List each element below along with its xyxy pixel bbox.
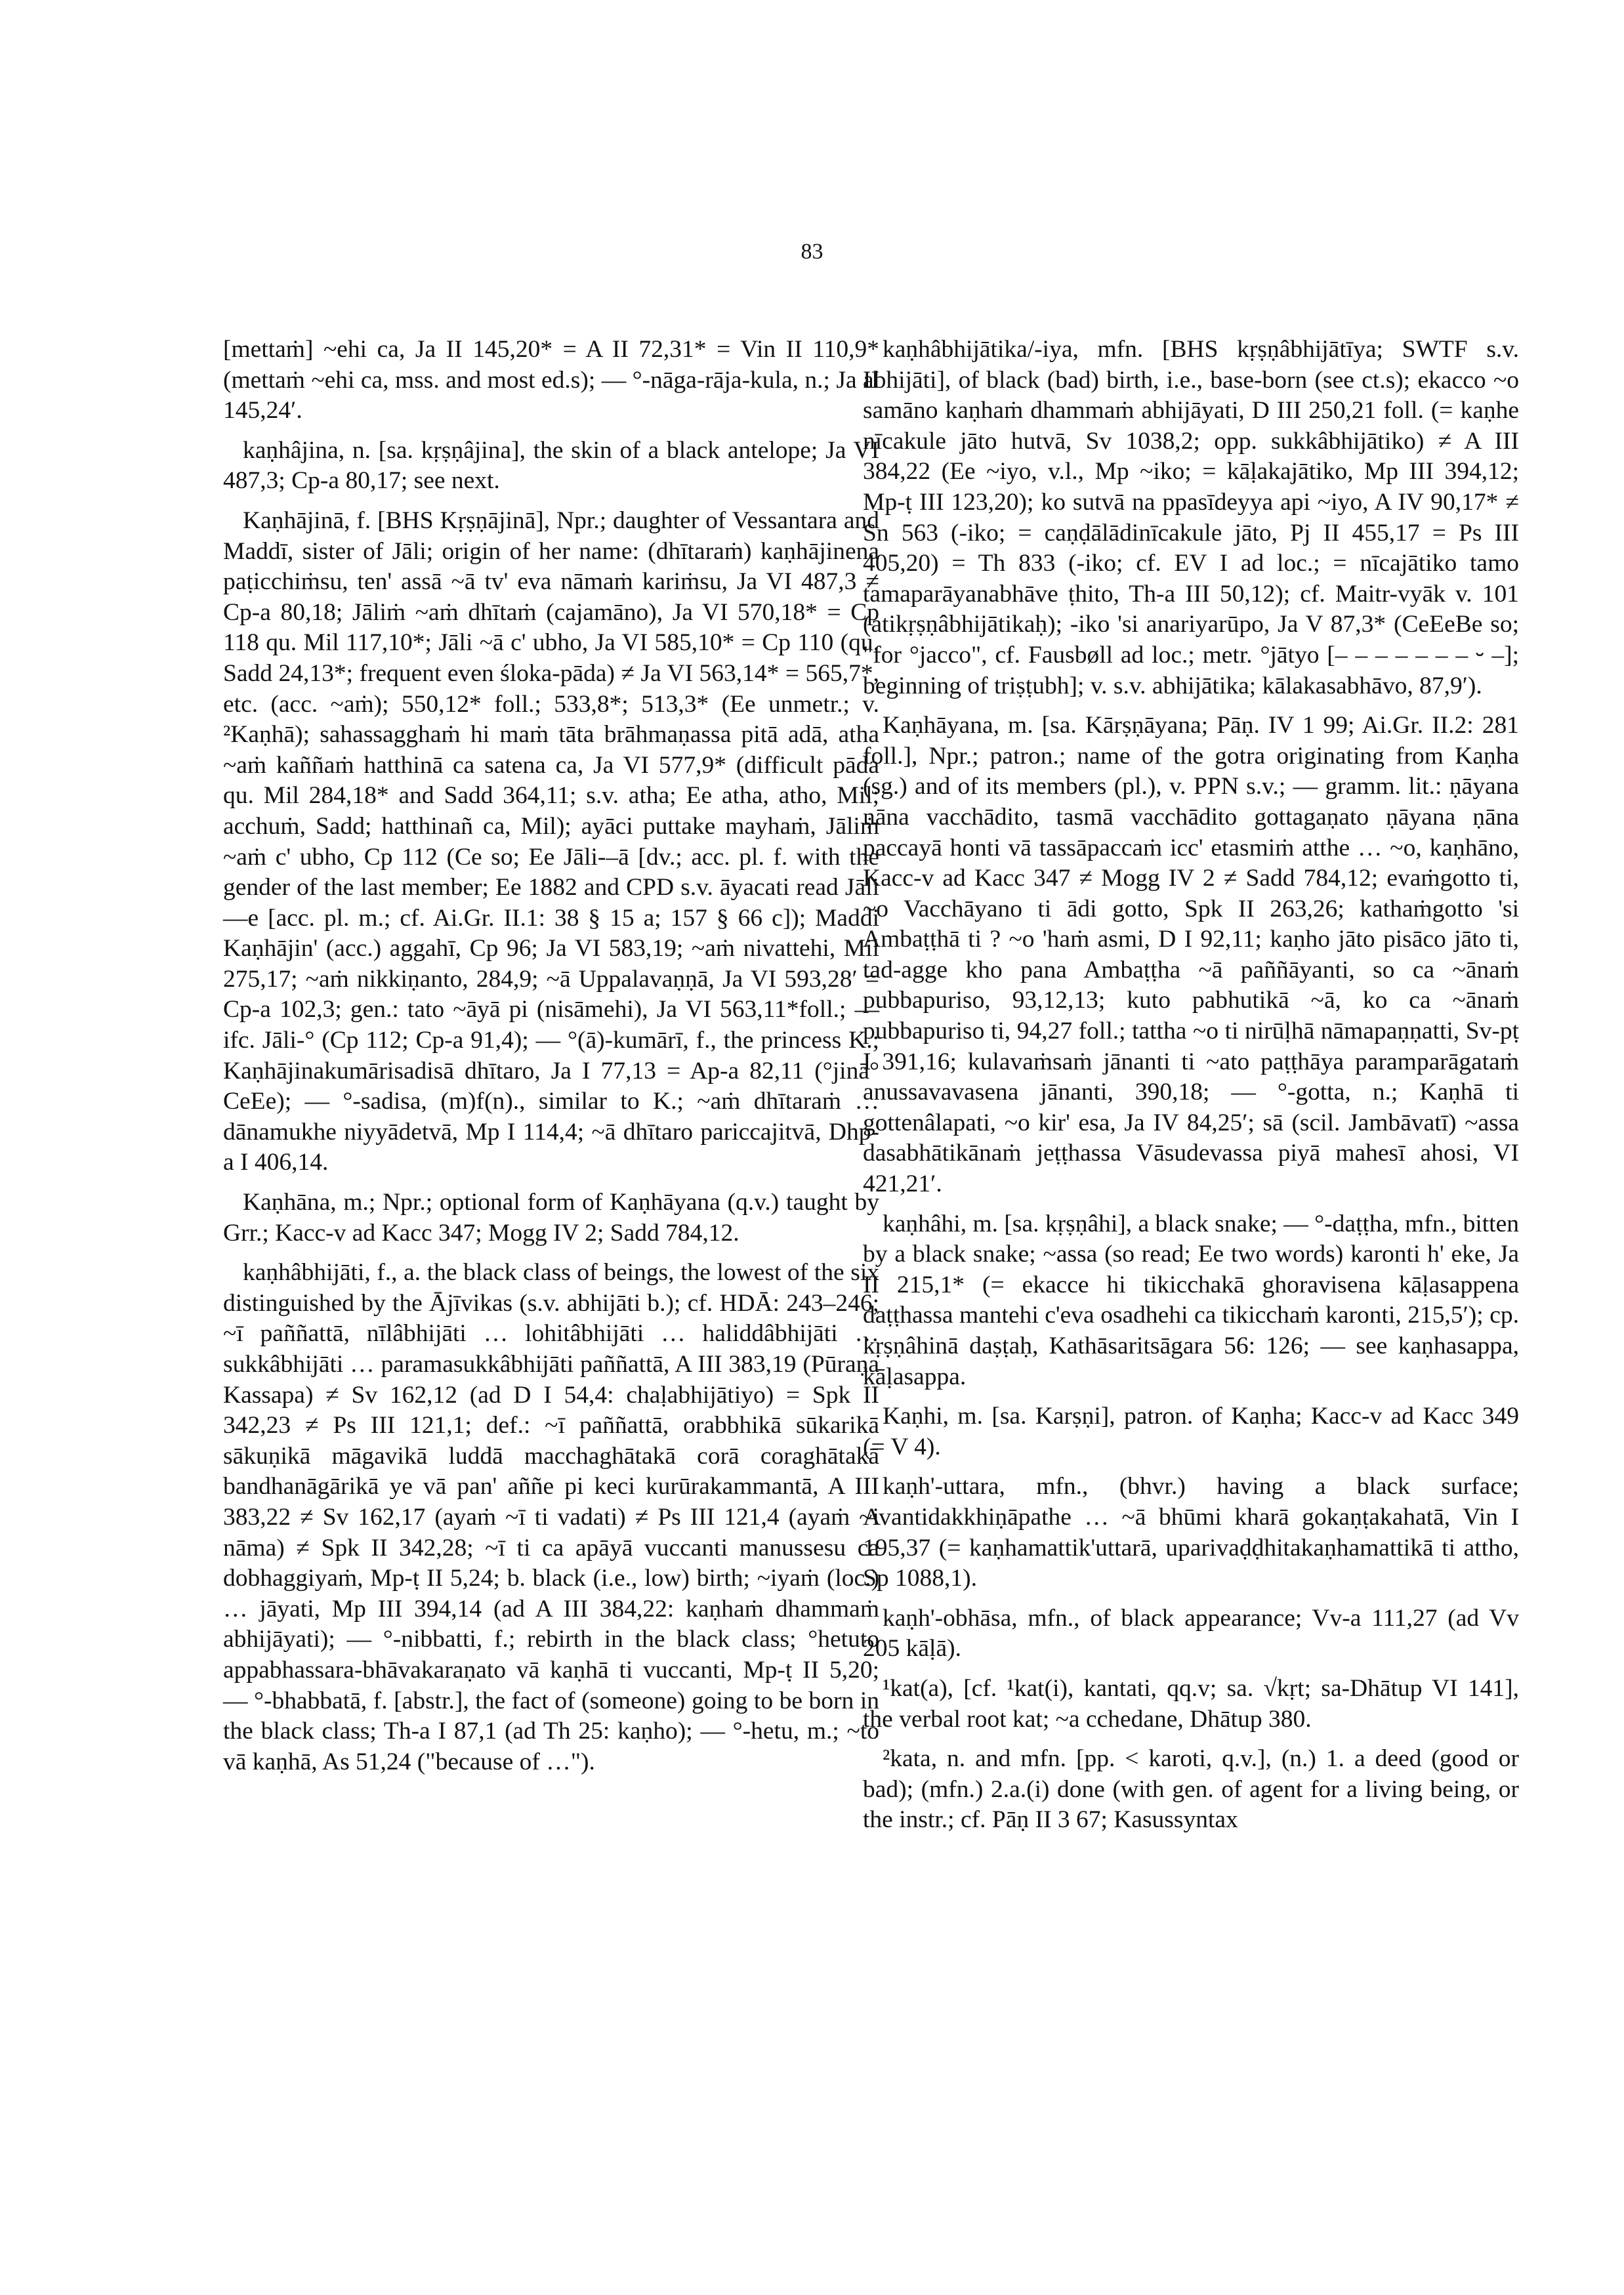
page-number: 83 xyxy=(801,239,823,264)
entry-paragraph: Kaṇhāyana, m. [sa. Kārṣṇāyana; Pāṇ. IV 1 99; Ai.Gr. II.2: 281 foll.], Npr.; patron.; name of the gotra originating from Kaṇha (sg.) and of its members (pl.), v. PPN s.v.; — gramm. lit.: ṇāyana ṇāna vacchādito, tasmā vacchādito gottagaṇato ṇāyana ṇāna paccayā honti vā tassāpaccaṁ icc' etasmiṁ atthe … ~o, kaṇhāno, Kacc-v ad Kacc 347 ≠ Mogg IV 2 ≠ Sadd 784,12; evaṁgotto ti, ~o Vacchāyano ti ādi gotto, Spk II 263,26; kathaṁgotto 'si Ambaṭṭhā ti ? ~o 'haṁ asmi, D I 92,11; kaṇho jāto pisāco jāto ti, tad-agge kho pana Ambaṭṭha ~ā paññāyanti, so ca ~ānaṁ pubbapuriso, 93,12,13; kuto pabhutikā ~ā, ko ca ~ānaṁ pubbapuriso ti, 94,27 foll.; tattha ~o ti nirūḷhā nāmapaṇṇatti, Sv-pṭ I 391,16; kulavaṁsaṁ jānanti ti ~ato paṭṭhāya paramparāgataṁ anussavavasena jānanti, 390,18; — °-gotta, n.; Kaṇhā ti gottenâlapati, ~o kir' esa, Ja IV 84,25′; sā (scil. Jambāvatī) ~assa dasabhātikānaṁ jeṭṭhassa Vāsudevassa piyā mahesī ahosi, VI 421,21′. xyxy=(863,712,1519,1198)
entry-paragraph: Kaṇhi, m. [sa. Karṣṇi], patron. of Kaṇha; Kacc-v ad Kacc 349 (= V 4). xyxy=(863,1403,1519,1460)
entry-paragraph: kaṇhâhi, m. [sa. kṛṣṇâhi], a black snake; — °-daṭṭha, mfn., bitten by a black snake; ~assa (so read; Ee two words) karonti h' eke, Ja II 215,1* (= ekacce hi tikicchakā ghoravisena kāḷasappena daṭṭhassa mantehi c'eva osadhehi ca tikicchaṁ karonti, 215,5′); cp. kṛṣṇâhinā daṣṭaḥ, Kathāsaritsāgara 56: 126; — see kaṇhasappa, kāḷasappa. xyxy=(863,1210,1519,1390)
left-column xyxy=(223,335,879,1787)
right-column xyxy=(863,335,1519,1845)
entry-paragraph: kaṇhâjina, n. [sa. kṛṣṇâjina], the skin of a black antelope; Ja VI 487,3; Cp-a 80,17; see next. xyxy=(223,436,879,495)
entry-paragraph: Kaṇhājinā, f. [BHS Kṛṣṇājinā], Npr.; daughter of Vessantara and Maddī, sister of Jāli; origin of her name: (dhītaraṁ) kaṇhājinena paṭicchiṁsu, ten' assā ~ā tv' eva nāmaṁ kariṁsu, Ja VI 487,3 ≠ Cp-a 80,18; Jāliṁ ~aṁ dhītaṁ (cajamāno), Ja VI 570,18* = Cp 118 qu. Mil 117,10*; Jāli ~ā c' ubho, Ja VI 585,10* = Cp 110 (qu. Sadd 24,13*; frequent even śloka-pāda) ≠ Ja VI 563,14* = 565,7*, etc. (acc. ~aṁ); 550,12* foll.; 533,8*; 513,3* (Ee unmetr.; v. ²Kaṇhā); sahassagghaṁ hi maṁ tāta brāhmaṇassa pitā adā, atha ~aṁ kaññaṁ hatthinā ca satena ca, Ja VI 577,9* (difficult pāda qu. Mil 284,18* and Sadd 364,11; s.v. atha; Ee atha, atho, Mil; acchuṁ, Sadd; hatthinañ ca, Mil); ayāci puttake mayhaṁ, Jāliṁ ~aṁ c' ubho, Cp 112 (Ce so; Ee Jāli-–ā [dv.; acc. pl. f. with the gender of the last member; Ee 1882 and CPD s.v. āyacati read Jāli—e [acc. pl. m.; cf. Ai.Gr. II.1: 38 § 15 a; 157 § 66 c]); Maddi Kaṇhājin' (acc.) aggahī, Cp 96; Ja VI 583,19; ~aṁ nivattehi, Mil 275,17; ~aṁ nikkiṇanto, 284,9; ~ā Uppalavaṇṇā, Ja VI 593,28′ = Cp-a 102,3; gen.: tato ~āyā pi (nisāmehi), Ja VI 563,11*foll.; — ifc. Jāli-° (Cp 112; Cp-a 91,4); — °(ā)-kumārī, f., the princess K.; Kaṇhājinakumārisadisā dhītaro, Ja I 77,13 = Ap-a 82,11 (°jinā° CeEe); — °-sadisa, (m)f(n)., similar to K.; ~aṁ dhītaraṁ … dānamukhe niyyādetvā, Mp I 114,4; ~ā dhītaro pariccajitvā, Dhp-a I 406,14. xyxy=(223,507,879,1176)
entry-paragraph: ¹kat(a), [cf. ¹kat(i), kantati, qq.v; sa. √kṛt; sa-Dhātup VI 141], the verbal root kat; ~a cchedane, Dhātup 380. xyxy=(863,1674,1519,1733)
entry-paragraph: Kaṇhāna, m.; Npr.; optional form of Kaṇhāyana (q.v.) taught by Grr.; Kacc-v ad Kacc 347; Mogg IV 2; Sadd 784,12. xyxy=(223,1189,879,1247)
entry-paragraph: kaṇhâbhijātika/-iya, mfn. [BHS kṛṣṇâbhijātīya; SWTF s.v. abhijāti], of black (bad) birth, i.e., base-born (see ct.s); ekacco ~o samāno kaṇhaṁ dhammaṁ abhijāyati, D III 250,21 foll. (= kaṇhe nīcakule jāto hutvā, Sv 1038,2; opp. sukkâbhijātiko) ≠ A III 384,22 (Ee ~iyo, v.l., Mp ~iko; = kāḷakajātiko, Mp III 394,12; Mp-ṭ III 123,20); ko sutvā na ppasīdeyya api ~iyo, A IV 90,17* ≠ Sn 563 (-iko; = caṇḍālādinīcakule jāto, Pj II 455,17 = Ps III 405,20) = Th 833 (-iko; cf. EV I ad loc.; = nīcajātiko tamo tamaparāyanabhāve ṭhito, Th-a III 50,12); cf. Maitr-vyāk v. 101 (atikṛṣṇâbhijātikaḥ); -iko 'si anariyarūpo, Ja V 87,3* (CeEeBe so; "for °jacco", cf. Fausbøll ad loc.; metr. °jātyo [– – – – – – – ⏑ –]; beginning of triṣṭubh]; v. s.v. abhijātika; kālakasabhāvo, 87,9′). xyxy=(863,336,1519,699)
entry-paragraph: ²kata, n. and mfn. [pp. < karoti, q.v.], (n.) 1. a deed (good or bad); (mfn.) 2.a.(i) done (with gen. of agent for a living being, or the instr.; cf. Pāṇ II 3 67; Kasussyntax xyxy=(863,1745,1519,1834)
entry-paragraph: [mettaṁ] ~ehi ca, Ja II 145,20* = A II 72,31* = Vin II 110,9* (mettaṁ ~ehi ca, mss. and most ed.s); — °-nāga-rāja-kula, n.; Ja II 145,24′. xyxy=(223,336,879,424)
entry-paragraph: kaṇhâbhijāti, f., a. the black class of beings, the lowest of the six distinguished by the Ājīvikas (s.v. abhijāti b.); cf. HDĀ: 243–246; ~ī paññattā, nīlâbhijāti … lohitâbhijāti … haliddâbhijāti … sukkâbhijāti … paramasukkâbhijāti paññattā, A III 383,19 (Pūraṇa Kassapa) ≠ Sv 162,12 (ad D I 54,4: chaḷabhijātiyo) = Spk II 342,23 ≠ Ps III 121,1; def.: ~ī paññattā, orabbhikā sūkarikā sākuṇikā māgavikā luddā macchaghātakā corā coraghātakā bandhanāgārikā ye vā pan' aññe pi keci kurūrakammantā, A III 383,22 ≠ Sv 162,17 (ayaṁ ~ī ti vadati) ≠ Ps III 121,4 (ayaṁ ~i nāma) ≠ Spk II 342,28; ~ī ti ca apāyā vuccanti manussesu ca dobhaggiyaṁ, Mp-ṭ II 5,24; b. black (i.e., low) birth; ~iyaṁ (loc.) … jāyati, Mp III 394,14 (ad A III 384,22: kaṇhaṁ dhammaṁ abhijāyati); — °-nibbatti, f.; rebirth in the black class; °hetuto appabhassara-bhāvakaraṇato vā kaṇhā ti vuccanti, Mp-ṭ II 5,20; — °-bhabbatā, f. [abstr.], the fact of (someone) going to be born in the black class; Th-a I 87,1 (ad Th 25: kaṇho); — °-hetu, m.; ~to vā kaṇhā, As 51,24 ("because of …"). xyxy=(223,1259,879,1775)
entry-paragraph: kaṇh'-obhāsa, mfn., of black appearance; Vv-a 111,27 (ad Vv 205 kāḷā). xyxy=(863,1604,1519,1663)
entry-paragraph: kaṇh'-uttara, mfn., (bhvr.) having a black surface; Avantidakkhiṇāpathe … ~ā bhūmi kharā gokaṇṭakahatā, Vin I 195,37 (= kaṇhamattik'uttarā, uparivaḍḍhitakaṇhamattikā ti attho, Sp 1088,1). xyxy=(863,1473,1519,1592)
